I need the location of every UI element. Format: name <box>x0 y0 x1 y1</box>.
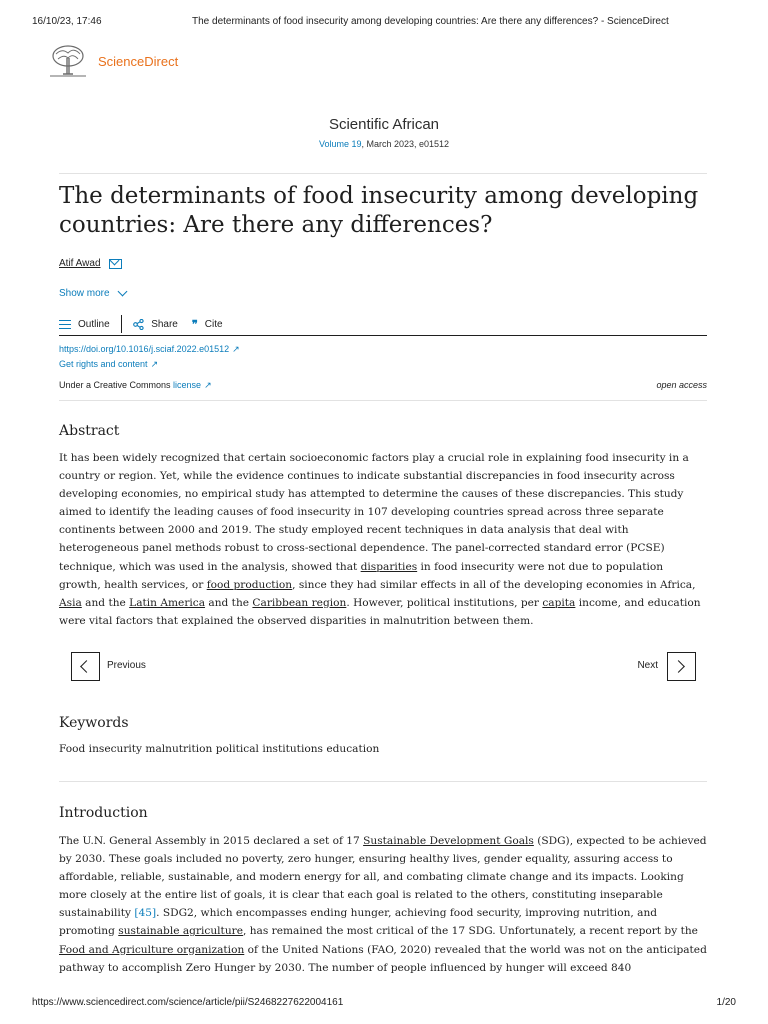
chevron-down-icon <box>117 287 127 297</box>
link-capita[interactable]: capita <box>542 596 576 609</box>
issue-details: , March 2023, e01512 <box>361 139 450 149</box>
print-datetime: 16/10/23, 17:46 <box>32 16 102 27</box>
journal-name[interactable]: Scientific African <box>328 116 440 133</box>
next-button[interactable] <box>667 652 696 681</box>
license-prefix: Under a Creative Commons <box>59 380 174 390</box>
link-caribbean-region[interactable]: Caribbean region <box>252 596 347 609</box>
license-link[interactable]: license <box>173 380 202 390</box>
outline-label: Outline <box>78 318 110 330</box>
link-disparities[interactable]: disparities <box>360 560 418 573</box>
rights-text: Get rights and content <box>59 359 148 369</box>
link-sdg[interactable]: Sustainable Development Goals <box>363 835 534 847</box>
previous-button[interactable] <box>71 652 100 681</box>
introduction-heading: Introduction <box>59 805 148 821</box>
article-title: The determinants of food insecurity among developing countries: Are there any differences? <box>59 183 699 238</box>
chevron-right-icon <box>672 660 685 673</box>
journal-issue <box>0 139 768 149</box>
external-link-icon: ↗ <box>150 359 159 369</box>
link-food-production[interactable]: food production <box>206 578 293 591</box>
rights-link[interactable] <box>59 359 158 370</box>
author-line <box>59 258 122 269</box>
show-more-button[interactable] <box>59 288 126 299</box>
keywords-heading: Keywords <box>59 715 129 731</box>
link-asia[interactable]: Asia <box>59 596 82 609</box>
share-icon <box>133 319 144 330</box>
article-pager <box>71 652 696 681</box>
quote-icon: ❞ <box>191 318 198 331</box>
divider <box>59 400 707 401</box>
keywords-text: Food insecurity malnutrition political institutions education <box>59 743 380 755</box>
print-page-number: 1/20 <box>716 997 736 1008</box>
cite-label: Cite <box>204 318 223 330</box>
open-access-label: open access <box>656 380 707 390</box>
share-button[interactable] <box>133 315 178 333</box>
print-page-title: The determinants of food insecurity among developing countries: Are there any differences? - ScienceDirect <box>192 16 669 27</box>
volume-link[interactable]: Volume 19 <box>318 139 362 149</box>
chevron-left-icon <box>80 660 93 673</box>
journal-info <box>0 116 768 149</box>
outline-button[interactable] <box>59 315 110 333</box>
divider <box>59 781 707 782</box>
external-link-icon: ↗ <box>232 344 240 354</box>
previous-label[interactable]: Previous <box>107 660 146 671</box>
next-label[interactable]: Next <box>637 660 658 671</box>
envelope-icon[interactable] <box>109 259 122 269</box>
abstract-text: It has been widely recognized that certain socioeconomic factors play a crucial role in explaining food insecurity in a country or region. Yet, while the evidence continues to indicate substantial discrepancies in food insecurity across developing economies, no empirical study has attempted to determine the causes of these discrepancies. This study aimed to identify the leading causes of food insecurity in 107 developing countries spread across three separate continents between 2000 and 2019. The study employed recent techniques in data analysis that deal with heterogeneous panel methods robust to cross-sectional dependence. The panel-corrected standard error (PCSE) technique, which was used in the analysis, showed that disparities in food insecurity were not due to population growth, health services, or food production, since they had similar effects in all of the developing economies in Africa, Asia and the Latin America and the Caribbean region. However, political institutions, per capita income, and education were vital factors that explained the observed disparities in malnutrition between them. <box>59 452 701 627</box>
link-sustainable-agriculture[interactable]: sustainable agriculture <box>118 925 243 938</box>
introduction-text: The U.N. General Assembly in 2015 declared a set of 17 Sustainable Development Goals (SDG), expected to be achieved by 2030. These goals included no poverty, zero hunger, ensuring healthy lives, gender equality, assuring access to affordable, reliable, sustainable, and modern energy for all, and combating climate change and its impacts. Looking more closely at the entire list of goals, it is clear that each goal is related to the others, constituting inseparable sustainability [45]. SDG2, which encompasses ending hunger, achieving food security, improving nutrition, and promoting sustainable agriculture, has remained the most critical of the 17 SDG. Unfortunately, a recent report by the Food and Agriculture organization of the United Nations (FAO, 2020) revealed that the world was not on the anticipated pathway to accomplish Zero Hunger by 2030. The number of people influenced by hunger will exceed 840 <box>59 835 707 974</box>
abstract-heading: Abstract <box>59 423 120 439</box>
show-more-label: Show more <box>59 288 110 299</box>
print-url: https://www.sciencedirect.com/science/article/pii/S2468227622004161 <box>32 997 344 1008</box>
external-link-icon: ↗ <box>204 380 212 390</box>
toolbar-separator <box>121 315 123 333</box>
reference-45[interactable]: [45] <box>134 907 157 920</box>
doi-text: https://doi.org/10.1016/j.sciaf.2022.e01512 <box>59 344 230 354</box>
elsevier-tree-icon <box>48 44 88 78</box>
divider <box>59 173 707 174</box>
doi-link[interactable] <box>59 344 240 355</box>
article-toolbar <box>59 313 707 336</box>
link-latin-america[interactable]: Latin America <box>129 596 206 609</box>
brand-name: ScienceDirect <box>98 53 179 69</box>
link-fao[interactable]: Food and Agriculture organization <box>59 943 245 956</box>
list-icon <box>59 320 71 329</box>
sciencedirect-logo[interactable] <box>48 44 178 78</box>
author-name[interactable]: Atif Awad <box>59 258 101 269</box>
share-label: Share <box>151 318 178 330</box>
license-line <box>59 380 212 391</box>
cite-button[interactable] <box>192 315 223 333</box>
